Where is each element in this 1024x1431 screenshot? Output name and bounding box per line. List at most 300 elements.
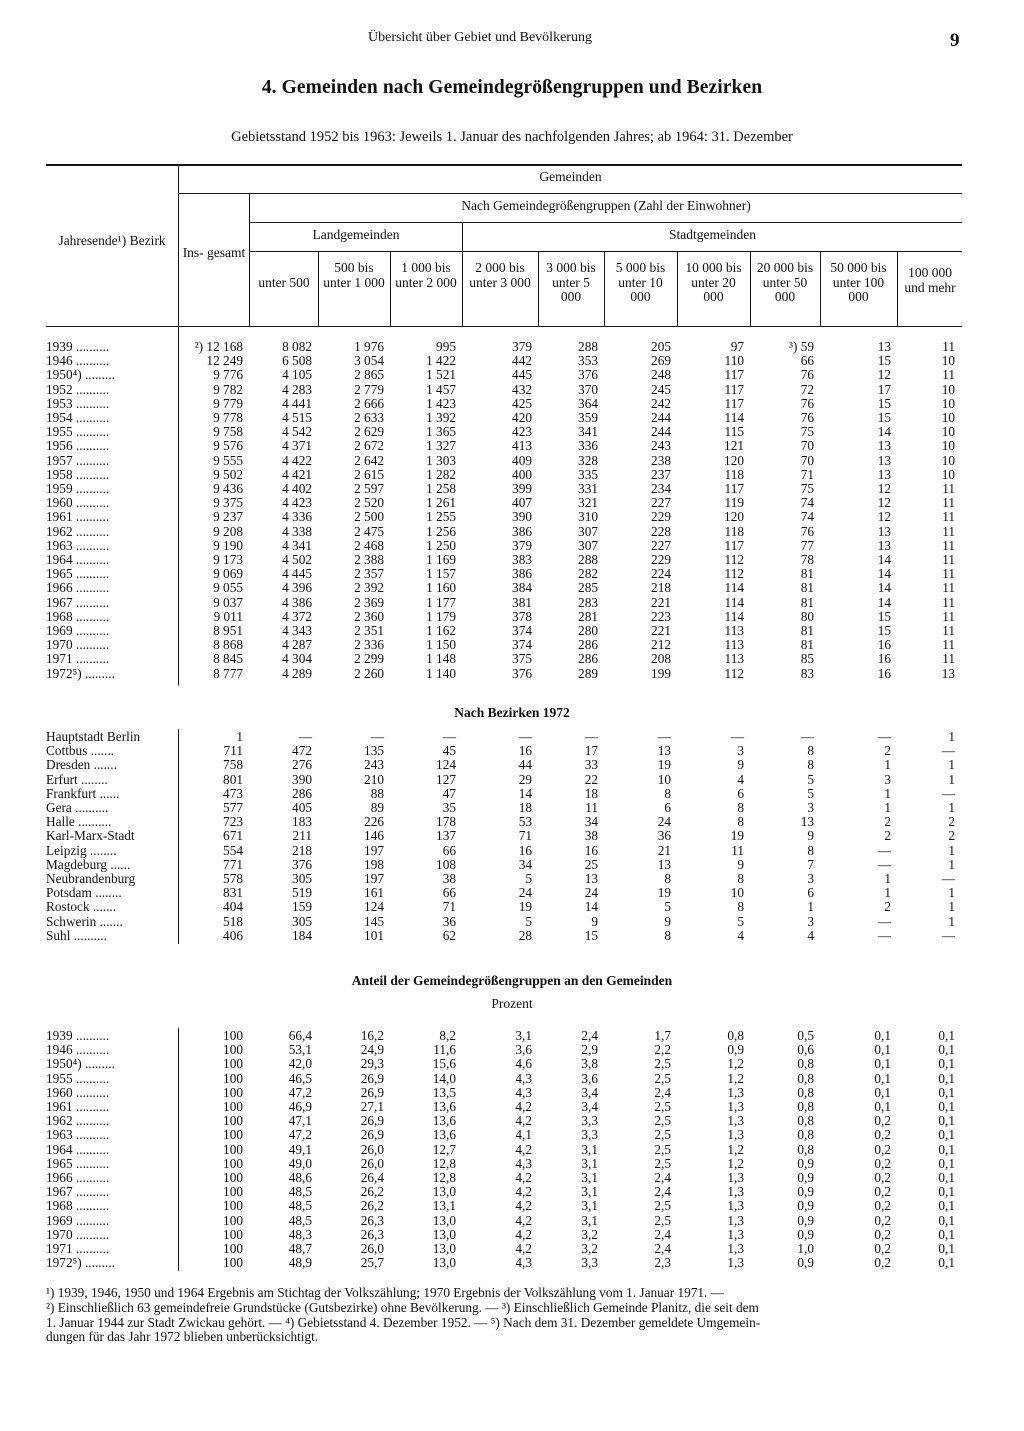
table-cell: 12,8	[432, 1156, 456, 1171]
table-row	[46, 1157, 961, 1171]
row-label: 1956 ..........	[46, 439, 110, 454]
table-cell: 13,0	[432, 1242, 456, 1257]
table-cell: 4	[807, 928, 814, 943]
table-row	[46, 1256, 961, 1270]
table-cell: —	[941, 872, 955, 887]
table-cell: 3	[737, 744, 744, 759]
table-cell: 359	[578, 411, 598, 426]
header-col: 500 bis unter 1 000	[323, 260, 385, 290]
table-cell: 1 457	[426, 382, 456, 397]
table-cell: 70	[800, 439, 814, 454]
table-cell: 2 666	[354, 396, 384, 411]
table-cell: 26,9	[360, 1114, 384, 1129]
table-cell: —	[730, 730, 744, 744]
table-cell: —	[657, 730, 671, 744]
table-row	[46, 539, 961, 553]
table-cell: 2 597	[354, 482, 384, 497]
table-cell: 18	[584, 786, 598, 801]
table-cell: 4,3	[515, 1071, 532, 1086]
table-cell: 100	[223, 1156, 243, 1171]
table-cell: 100	[223, 1100, 243, 1115]
table-cell: 2,5	[654, 1057, 671, 1072]
table-cell: 210	[364, 772, 384, 787]
table-row	[46, 454, 961, 468]
running-head: Übersicht über Gebiet und Bevölkerung	[368, 30, 592, 45]
table-cell: 0,2	[874, 1227, 891, 1242]
table-cell: 2	[948, 829, 955, 844]
table-cell: 135	[364, 744, 384, 759]
table-row	[46, 1114, 961, 1128]
table-cell: 211	[292, 829, 312, 844]
table-row	[46, 730, 961, 744]
header-col: 100 000 und mehr	[904, 265, 956, 295]
table-cell: 49,0	[288, 1156, 312, 1171]
table-cell: 47,2	[288, 1085, 312, 1100]
table-row	[46, 1143, 961, 1157]
table-cell: 425	[512, 396, 532, 411]
table-cell: 26,9	[360, 1128, 384, 1143]
table-cell: 0,1	[938, 1043, 955, 1058]
table-cell: 6	[737, 786, 744, 801]
row-label: 1967 ..........	[46, 1185, 110, 1200]
table-cell: 13	[877, 524, 891, 539]
table-cell: 4 287	[282, 638, 312, 653]
table-cell: 2 475	[354, 524, 384, 539]
table-cell: 276	[292, 758, 312, 773]
table-cell: 472	[292, 744, 312, 759]
table-cell: 771	[223, 857, 243, 872]
table-cell: 831	[223, 886, 243, 901]
table-cell: 1,7	[654, 1029, 671, 1043]
table-cell: 14	[877, 425, 891, 440]
table-cell: 66	[442, 886, 456, 901]
table-cell: 112	[724, 567, 744, 582]
table-cell: 145	[364, 914, 384, 929]
table-cell: 2,5	[654, 1213, 671, 1228]
table-cell: 9 208	[213, 524, 243, 539]
table-cell: 1,3	[727, 1199, 744, 1214]
table-cell: 4,2	[515, 1242, 532, 1257]
table-cell: 62	[442, 928, 456, 943]
table-cell: 4,2	[515, 1142, 532, 1157]
table-cell: 76	[800, 368, 814, 383]
table-cell: 758	[223, 758, 243, 773]
table-cell: 2 260	[354, 666, 384, 681]
table-cell: 1 177	[426, 595, 456, 610]
table-cell: 26,2	[360, 1185, 384, 1200]
table-row	[46, 858, 961, 872]
table-cell: 4 421	[282, 467, 312, 482]
table-cell: 336	[578, 439, 598, 454]
table-cell: 723	[223, 815, 243, 830]
table-cell: 13,0	[432, 1185, 456, 1200]
table-cell: 47,2	[288, 1128, 312, 1143]
table-cell: 1,3	[727, 1185, 744, 1200]
table-cell: 0,1	[874, 1057, 891, 1072]
table-cell: 0,1	[938, 1256, 955, 1271]
table-cell: 71	[518, 829, 532, 844]
table-cell: 3,8	[581, 1057, 598, 1072]
table-cell: 364	[578, 396, 598, 411]
table-cell: 137	[436, 829, 456, 844]
table-cell: 13,0	[432, 1227, 456, 1242]
table-cell: 8	[807, 744, 814, 759]
table-cell: 71	[442, 900, 456, 915]
table-cell: 0,2	[874, 1114, 891, 1129]
table-cell: —	[877, 843, 891, 858]
table-cell: 0,2	[874, 1128, 891, 1143]
table-row	[46, 354, 961, 368]
table-cell: 0,8	[797, 1114, 814, 1129]
table-cell: 75	[800, 482, 814, 497]
table-cell: 113	[724, 652, 744, 667]
table-cell: 0,9	[727, 1043, 744, 1058]
table-cell: 10	[730, 886, 744, 901]
table-cell: 8	[737, 801, 744, 816]
table-cell: 245	[651, 382, 671, 397]
table-cell: 113	[724, 624, 744, 639]
table-cell: 1	[948, 843, 955, 858]
header-col: unter 500	[258, 275, 310, 290]
table-cell: 420	[512, 411, 532, 426]
table-row	[46, 368, 961, 382]
table-cell: 16,2	[360, 1029, 384, 1043]
table-cell: 1 392	[426, 411, 456, 426]
table-row	[46, 758, 961, 772]
table-cell: 307	[578, 538, 598, 553]
table-cell: 4	[737, 772, 744, 787]
table-cell: 305	[292, 914, 312, 929]
header-vrule	[318, 251, 319, 326]
table-cell: 44	[518, 758, 532, 773]
header-landgemeinden: Landgemeinden	[312, 227, 400, 242]
table-cell: 11	[942, 567, 955, 582]
table-row	[46, 581, 961, 595]
table-cell: 473	[223, 786, 243, 801]
table-cell: 4 515	[282, 411, 312, 426]
table-cell: 13	[877, 340, 891, 354]
table-cell: 2 357	[354, 567, 384, 582]
table-cell: 288	[578, 553, 598, 568]
header-col: 1 000 bis unter 2 000	[395, 260, 457, 290]
table-cell: —	[800, 730, 814, 744]
table-row	[46, 829, 961, 843]
table-cell: 3,1	[581, 1142, 598, 1157]
table-cell: 229	[651, 510, 671, 525]
table-cell: 4 445	[282, 567, 312, 582]
table-cell: 100	[223, 1114, 243, 1129]
table-cell: 1 140	[426, 666, 456, 681]
table-cell: 9 502	[213, 467, 243, 482]
table-cell: 8,2	[439, 1029, 456, 1043]
table-cell: 1	[948, 758, 955, 773]
table-cell: 13,6	[432, 1128, 456, 1143]
table-cell: 9 758	[213, 425, 243, 440]
table-cell: 4 338	[282, 524, 312, 539]
table-cell: —	[877, 857, 891, 872]
table-cell: 72	[800, 382, 814, 397]
table-cell: 0,1	[938, 1156, 955, 1171]
table-cell: 2,5	[654, 1114, 671, 1129]
row-label: Magdeburg ......	[46, 857, 131, 872]
table-cell: 11	[942, 482, 955, 497]
footnote-line: 1. Januar 1944 zur Stadt Zwickau gehört. — ⁴) Gebietsstand 4. Dezember 1952. — ⁵) Nach dem 31. Dezember gemeldete Umgemein-	[46, 1314, 761, 1330]
table-cell: 283	[578, 595, 598, 610]
row-label: 1965 ..........	[46, 567, 110, 582]
table-cell: 2,4	[581, 1029, 598, 1043]
row-label: 1970 ..........	[46, 1227, 110, 1242]
table-cell: 1	[884, 758, 891, 773]
table-row	[46, 1199, 961, 1213]
table-cell: 711	[223, 744, 243, 759]
table-cell: 16	[518, 744, 532, 759]
table-cell: 432	[512, 382, 532, 397]
table-cell: 445	[512, 368, 532, 383]
table-cell: 353	[578, 354, 598, 369]
table-cell: 13	[800, 815, 814, 830]
table-cell: 13	[877, 453, 891, 468]
table-cell: 118	[724, 467, 744, 482]
table-cell: 12,7	[432, 1142, 456, 1157]
table-cell: 0,1	[938, 1242, 955, 1257]
table-cell: 375	[512, 652, 532, 667]
table-row	[46, 468, 961, 482]
table-cell: 85	[800, 652, 814, 667]
table-cell: 4 386	[282, 595, 312, 610]
table-cell: 16	[518, 843, 532, 858]
table-cell: 2,5	[654, 1128, 671, 1143]
table-cell: 199	[651, 666, 671, 681]
table-cell: 112	[724, 666, 744, 681]
table-cell: 117	[724, 396, 744, 411]
table-row	[46, 638, 961, 652]
table-cell: 1	[884, 872, 891, 887]
table-row	[46, 667, 961, 681]
table-cell: 4,1	[515, 1128, 532, 1143]
table-cell: 4 341	[282, 538, 312, 553]
header-vrule	[897, 251, 898, 326]
table-cell: —	[370, 730, 384, 744]
table-cell: 47,1	[288, 1114, 312, 1129]
table-cell: 1 150	[426, 638, 456, 653]
table-cell: 0,1	[874, 1071, 891, 1086]
table-cell: 115	[724, 425, 744, 440]
table-cell: 34	[518, 857, 532, 872]
table-cell: 13,6	[432, 1100, 456, 1115]
table-cell: 1	[948, 730, 955, 744]
table-cell: 100	[223, 1185, 243, 1200]
table-cell: 159	[292, 900, 312, 915]
table-row	[46, 624, 961, 638]
table-cell: 289	[578, 666, 598, 681]
table-cell: 9 190	[213, 538, 243, 553]
table-row	[46, 815, 961, 829]
table-cell: 45	[442, 744, 456, 759]
table-cell: 184	[292, 928, 312, 943]
table-cell: 76	[800, 524, 814, 539]
table-cell: 386	[512, 567, 532, 582]
table-cell: 13	[657, 744, 671, 759]
table-cell: 1 160	[426, 581, 456, 596]
table-cell: 4,3	[515, 1256, 532, 1271]
row-label: Potsdam ........	[46, 886, 122, 901]
table-cell: 15	[877, 354, 891, 369]
table-cell: 9	[664, 914, 671, 929]
table-cell: 10	[941, 467, 955, 482]
table-cell: 100	[223, 1029, 243, 1043]
table-cell: 5	[737, 914, 744, 929]
table-cell: 0,1	[938, 1057, 955, 1072]
table-cell: 0,9	[797, 1185, 814, 1200]
table-row	[46, 567, 961, 581]
table-cell: 9 782	[213, 382, 243, 397]
table-cell: 2 629	[354, 425, 384, 440]
table-cell: 8 777	[213, 666, 243, 681]
table-cell: 0,2	[874, 1242, 891, 1257]
table-cell: 321	[578, 496, 598, 511]
table-row	[46, 482, 961, 496]
table-row	[46, 773, 961, 787]
table-cell: —	[941, 786, 955, 801]
table-cell: 0,9	[797, 1256, 814, 1271]
table-cell: 383	[512, 553, 532, 568]
footnotes	[46, 1286, 976, 1345]
table-cell: 4 396	[282, 581, 312, 596]
table-row	[46, 652, 961, 666]
table-cell: 27,1	[360, 1100, 384, 1115]
table-cell: 2 520	[354, 496, 384, 511]
table-row	[46, 1029, 961, 1043]
table-cell: 117	[724, 368, 744, 383]
table-cell: 386	[512, 524, 532, 539]
table-cell: 2 779	[354, 382, 384, 397]
table-cell: 0,9	[797, 1171, 814, 1186]
table-cell: 5	[664, 900, 671, 915]
table-cell: 101	[364, 928, 384, 943]
row-label: 1970 ..........	[46, 638, 110, 653]
table-cell: 100	[223, 1085, 243, 1100]
table-cell: 178	[436, 815, 456, 830]
table-cell: 121	[724, 439, 744, 454]
table-cell: 237	[651, 467, 671, 482]
table-cell: 2	[948, 815, 955, 830]
table-cell: 38	[442, 872, 456, 887]
table-cell: 9 069	[213, 567, 243, 582]
table-cell: 47	[442, 786, 456, 801]
table-cell: 376	[512, 666, 532, 681]
table-cell: 100	[223, 1142, 243, 1157]
table-cell: 9 375	[213, 496, 243, 511]
table-cell: 4 441	[282, 396, 312, 411]
table-cell: 4,2	[515, 1171, 532, 1186]
row-label: 1960 ..........	[46, 1085, 110, 1100]
table-cell: 5	[807, 772, 814, 787]
table-cell: 2 633	[354, 411, 384, 426]
table-cell: 2 615	[354, 467, 384, 482]
table-cell: 197	[364, 843, 384, 858]
table-cell: 2	[884, 829, 891, 844]
table-cell: 243	[651, 439, 671, 454]
table-cell: 1 256	[426, 524, 456, 539]
table-cell: 9 776	[213, 368, 243, 383]
table-cell: 16	[877, 666, 891, 681]
table-cell: 100	[223, 1071, 243, 1086]
table-cell: 3,2	[581, 1242, 598, 1257]
table-cell: 1,2	[727, 1071, 744, 1086]
table-cell: 26,3	[360, 1213, 384, 1228]
table-cell: 376	[292, 857, 312, 872]
table-row	[46, 1228, 961, 1242]
table-cell: 10	[941, 425, 955, 440]
table-cell: 8 868	[213, 638, 243, 653]
table-cell: —	[877, 914, 891, 929]
table-cell: 77	[800, 538, 814, 553]
table-cell: 801	[223, 772, 243, 787]
table-cell: 9	[591, 914, 598, 929]
table-cell: 4,2	[515, 1213, 532, 1228]
table-cell: 161	[364, 886, 384, 901]
table-cell: 390	[512, 510, 532, 525]
table-cell: 8	[664, 786, 671, 801]
row-label: 1969 ..........	[46, 624, 110, 639]
table-cell: 16	[877, 652, 891, 667]
table-cell: ³) 59	[788, 340, 814, 354]
table-cell: 97	[730, 340, 744, 354]
table-cell: 4 542	[282, 425, 312, 440]
table-cell: 48,5	[288, 1213, 312, 1228]
header-rule-groups	[250, 222, 962, 223]
table-cell: 198	[364, 857, 384, 872]
table-cell: 409	[512, 453, 532, 468]
row-label: Dresden .......	[46, 758, 117, 773]
table-cell: 228	[651, 524, 671, 539]
table-cell: 11	[942, 496, 955, 511]
table-cell: 2 500	[354, 510, 384, 525]
table-cell: 4,2	[515, 1185, 532, 1200]
table-cell: 1	[948, 886, 955, 901]
table-cell: 218	[292, 843, 312, 858]
table-cell: 0,9	[797, 1227, 814, 1242]
table-cell: 120	[724, 510, 744, 525]
table-cell: 100	[223, 1057, 243, 1072]
table-cell: 2	[884, 900, 891, 915]
table-row	[46, 1171, 961, 1185]
row-label: 1971 ..........	[46, 652, 110, 667]
table-row	[46, 439, 961, 453]
table-cell: 11,6	[433, 1043, 456, 1058]
table-row	[46, 886, 961, 900]
table-cell: 399	[512, 482, 532, 497]
table-cell: 519	[292, 886, 312, 901]
table-cell: 114	[724, 581, 744, 596]
table-cell: 221	[651, 624, 671, 639]
table-cell: 2 672	[354, 439, 384, 454]
table-cell: 0,2	[874, 1256, 891, 1271]
section-title-anteil: Anteil der Gemeindegrößengruppen an den Gemeinden	[351, 973, 673, 988]
table-cell: 70	[800, 453, 814, 468]
table-cell: 9 778	[213, 411, 243, 426]
table-cell: 5	[807, 786, 814, 801]
table-cell: 15	[584, 928, 598, 943]
table-cell: 2,9	[581, 1043, 598, 1058]
table-cell: 13,5	[432, 1085, 456, 1100]
header-vrule	[604, 251, 605, 326]
row-label: Hauptstadt Berlin	[46, 730, 141, 744]
table-cell: 341	[578, 425, 598, 440]
table-cell: 4 289	[282, 666, 312, 681]
table-cell: 381	[512, 595, 532, 610]
header-vrule	[750, 251, 751, 326]
